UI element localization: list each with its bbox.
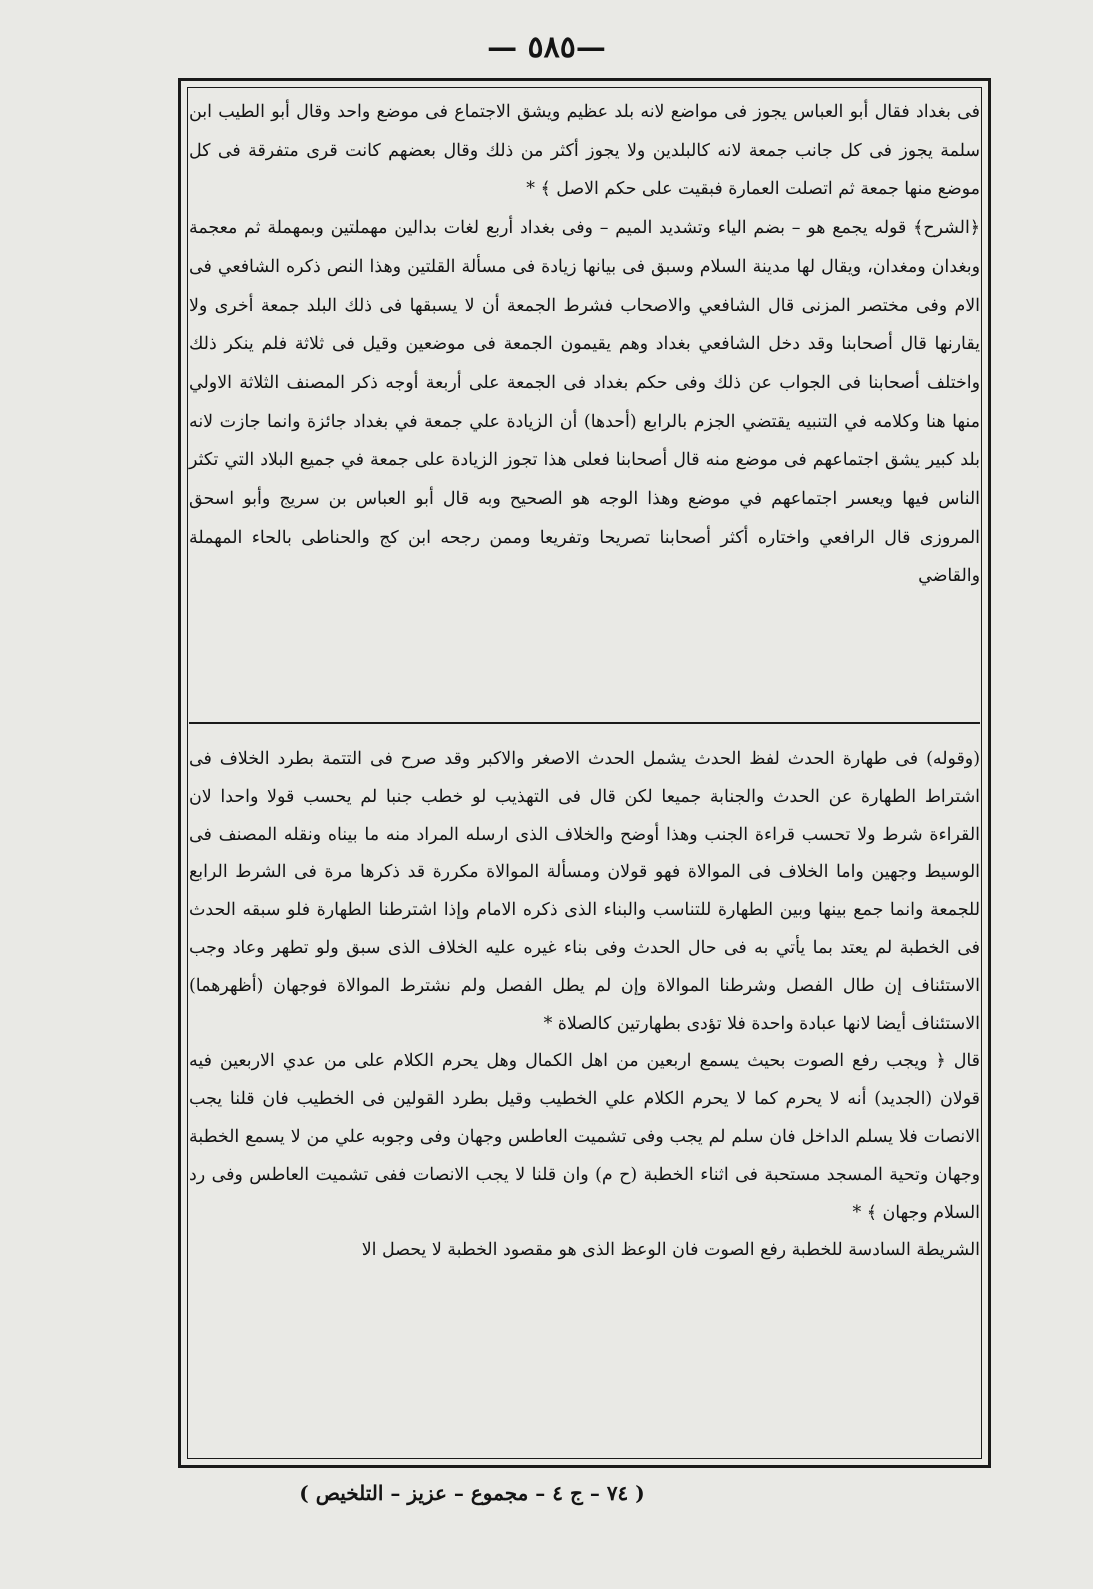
summary-paragraph: قال ﴿ ويجب رفع الصوت بحيث يسمع اربعين من اهل الكمال وهل يحرم الكلام على من عدي الاربعين فيه قولان (الجديد) أنه لا يحرم كما لا يحرم الكلام علي الخطيب وقيل بطرد القولين فى الخطيب فان قلنا يجب الانصات فلا يسلم الداخل فان سلم لم يجب وفى تشميت العاطس وجهان وفى وجوبه علي من لا يسمع الخطبة وجهان وتحية المسجد مستحبة فى اثناء الخطبة (ح م) وان قلنا لا يجب الانصات ففى تشميت العاطس وفى رد السلام وجهان ﴾ * (189, 1051, 980, 1223)
page-number: —٥٨٥ — (487, 30, 606, 65)
page-frame (178, 78, 991, 1468)
commentary-paragraph: ﴿الشرح﴾ قوله يجمع هو – بضم الياء وتشديد الميم – وفى بغداد أربع لغات بدالين مهملتين وبمهملة ثم معجمة وبغدان ومغدان، ويقال لها مدينة السلام وسبق فى بيانها زيادة فى مسألة القلتين وهذا النص ذكره الشافعي فى الام وفى مختصر المزنى قال الشافعي والاصحاب فشرط الجمعة أن لا يسبقها فى ذلك البلد جمعة أخرى ولا يقارنها قال أصحابنا وقد دخل الشافعي بغداد وهم يقيمون الجمعة فى موضعين وقيل فى ثلاثة فلم ينكر ذلك واختلف أصحابنا فى الجواب عن ذلك وفى حكم بغداد فى الجمعة على أربعة أوجه ذكر المصنف الثلاثة الاولي منها هنا وكلامه في التنبيه يقتضي الجزم بالرابع (أحدها) أن الزيادة علي جمعة في بغداد جائزة وانما جازت لانه بلد كبير يشق اجتماعهم فى موضع منه قال أصحابنا فعلى هذا تجوز الزيادة على جمعة في جميع البلاد التي تكثر الناس فيها ويعسر اجتماعهم في موضع وهذا الوجه هو الصحيح وبه قال أبو العباس بن سريج وأبو اسحق المروزى قال الرافعي واختاره أكثر أصحابنا تصريحا وتفريعا وممن رجحه ابن كج والحناطى بالحاء المهملة والقاضي (189, 218, 980, 587)
summary-paragraph: الشريطة السادسة للخطبة رفع الصوت فان الوعظ الذى هو مقصود الخطبة لا يحصل الا (361, 1240, 980, 1261)
commentary-paragraph: فى بغداد فقال أبو العباس يجوز فى مواضع لانه بلد عظيم ويشق الاجتماع فى موضع واحد وقال أبو الطيب ابن سلمة يجوز فى كل جانب جمعة لانه كالبلدين ولا يجوز أكثر من ذلك وقال بعضهم كانت قرى متفرقة فى كل موضع منها جمعة ثم اتصلت العمارة فبقيت على حكم الاصل ﴾ * (189, 102, 980, 200)
summary-paragraph: (وقوله) فى طهارة الحدث لفظ الحدث يشمل الحدث الاصغر والاكبر وقد صرح فى التتمة بطرد الخلاف فى اشتراط الطهارة عن الحدث والجنابة جميعا لكن قال فى التهذيب لو خطب جنبا لم يحسب قولا واحدا لان القراءة شرط ولا تحسب قراءة الجنب وهذا أوضح والخلاف الذى ارسله المراد منه ما بيناه ونقله المصنف فى الوسيط وجهين واما الخلاف فى الموالاة فهو قولان ومسألة الموالاة مكررة قد ذكرها مرة فى الشرط الرابع للجمعة وانما جمع بينها وبين الطهارة للتناسب والبناء الذى ذكره الامام وإذا اشترطنا الطهارة فلو سبقه الحدث فى الخطبة لم يعتد بما يأتي به فى حال الحدث وفى بناء غيره عليه الخلاف الذى سبق ولو تطهر وعاد وجب الاستئناف إن طال الفصل وشرطنا الموالاة وإن لم يطل الفصل ولم نشترط الموالاة فوجهان (أظهرهما) الاستئناف أيضا لانها عبادة واحدة فلا تؤدى بطهارتين كالصلاة * (189, 749, 980, 1034)
section-divider (189, 722, 980, 724)
page-footer: ( ٧٤ – ج ٤ – مجموع – عزيز – التلخيص ) (299, 1481, 645, 1505)
summary-section (189, 741, 980, 1431)
commentary-section (189, 93, 980, 713)
